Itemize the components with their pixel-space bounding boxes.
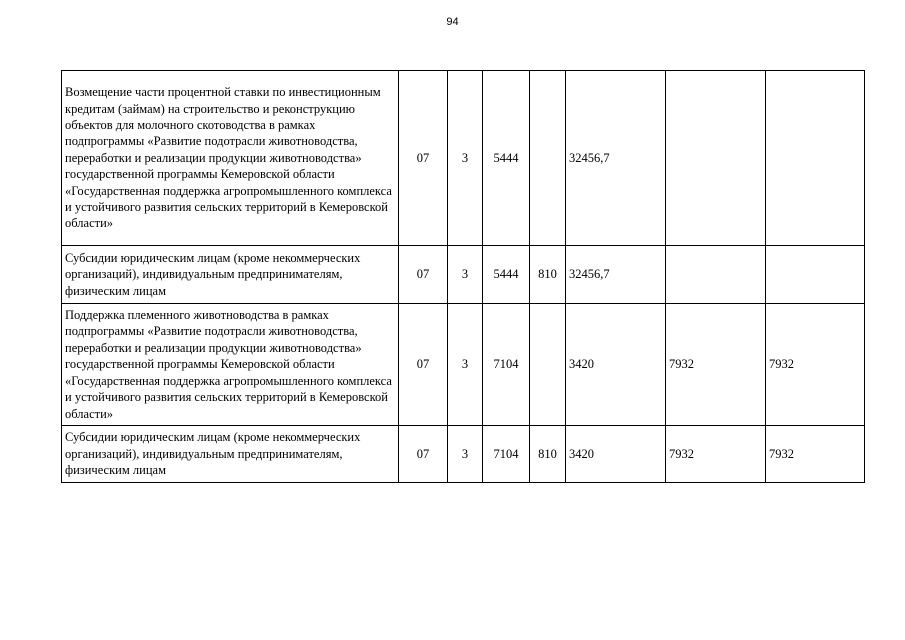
section-cell: 07 (399, 304, 448, 426)
subsection-cell: 3 (448, 71, 483, 246)
subsection-cell: 3 (448, 246, 483, 304)
year2-cell: 7932 (666, 304, 766, 426)
subsection-cell: 3 (448, 426, 483, 483)
year1-cell: 32456,7 (566, 71, 666, 246)
budget-table (61, 70, 865, 483)
table-row (62, 426, 865, 483)
page-number: 94 (446, 16, 459, 28)
code-cell: 5444 (483, 71, 530, 246)
year2-cell (666, 246, 766, 304)
table-row (62, 71, 865, 246)
code-cell: 7104 (483, 304, 530, 426)
type-cell (530, 304, 566, 426)
year3-cell: 7932 (766, 304, 865, 426)
row-name-cell: Субсидии юридическим лицам (кроме некоммерческих организаций), индивидуальным предпринимателям, физическим лицам (62, 246, 399, 304)
row-name-cell: Субсидии юридическим лицам (кроме некоммерческих организаций), индивидуальным предпринимателям, физическим лицам (62, 426, 399, 483)
row-name-cell: Поддержка племенного животноводства в рамках подпрограммы «Развитие подотрасли животноводства, переработки и реализации продукции животноводства» государственной программы Кемеровской области «Государственная поддержка агропромышленного комплекса и устойчивого развития сельских территорий в Кемеровской области» (62, 304, 399, 426)
year3-cell (766, 246, 865, 304)
type-cell (530, 71, 566, 246)
table-row (62, 246, 865, 304)
row-name-cell: Возмещение части процентной ставки по инвестиционным кредитам (займам) на строительство и реконструкцию объектов для молочного скотоводства в рамках подпрограммы «Развитие подотрасли животноводства, переработки и реализации продукции животноводства» государственной программы Кемеровской области «Государственная поддержка агропромышленного комплекса и устойчивого развития сельских территорий в Кемеровской области» (62, 71, 399, 246)
subsection-cell: 3 (448, 304, 483, 426)
year2-cell (666, 71, 766, 246)
year1-cell: 3420 (566, 304, 666, 426)
year1-cell: 3420 (566, 426, 666, 483)
code-cell: 7104 (483, 426, 530, 483)
year1-cell: 32456,7 (566, 246, 666, 304)
section-cell: 07 (399, 71, 448, 246)
year2-cell: 7932 (666, 426, 766, 483)
type-cell: 810 (530, 246, 566, 304)
code-cell: 5444 (483, 246, 530, 304)
section-cell: 07 (399, 246, 448, 304)
section-cell: 07 (399, 426, 448, 483)
table-row (62, 304, 865, 426)
year3-cell: 7932 (766, 426, 865, 483)
type-cell: 810 (530, 426, 566, 483)
year3-cell (766, 71, 865, 246)
